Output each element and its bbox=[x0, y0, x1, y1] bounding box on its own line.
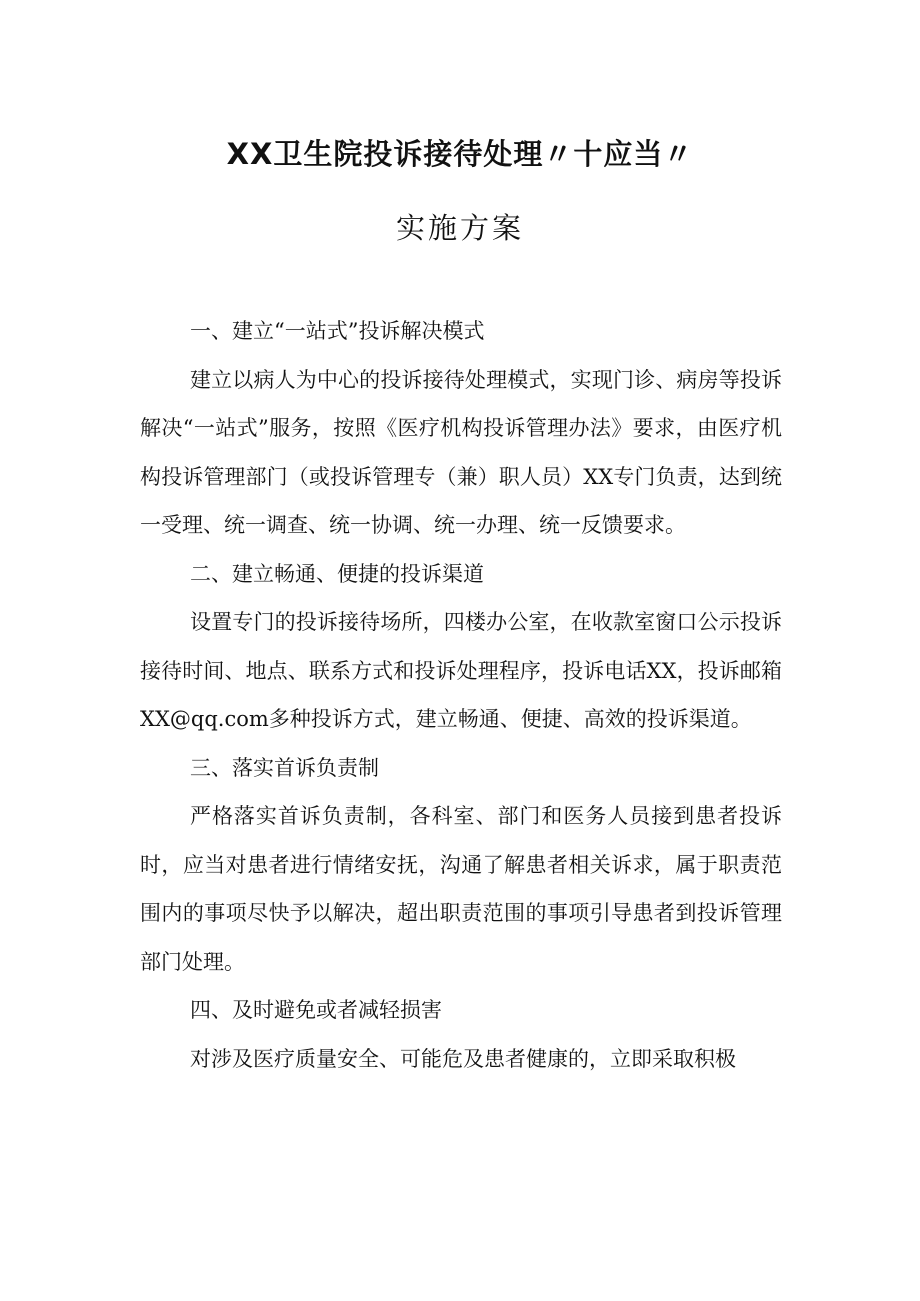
document-subtitle: 实施方案 bbox=[395, 211, 524, 245]
section-paragraph-1: 建立以病人为中心的投诉接待处理模式，实现门诊、病房等投诉解决“一站式”服务，按照《医疗机构投诉管理办法》要求，由医疗机构投诉管理部门（或投诉管理专（兼）职人员）XX专门负责，达到统一受理、统一调查、统一协调、统一办理、统一反馈要求。 bbox=[140, 367, 782, 537]
section-paragraph-2: 设置专门的投诉接待场所，四楼办公室，在收款室窗口公示投诉接待时间、地点、联系方式和投诉处理程序，投诉电话XX，投诉邮箱XX@qq.com多种投诉方式，建立畅通、便捷、高效的投诉渠道。 bbox=[140, 610, 782, 731]
document-title: XX卫生院投诉接待处理〃十应当〃 bbox=[226, 137, 694, 171]
section-heading-4: 四、及时避免或者减轻损害 bbox=[190, 998, 442, 1022]
section-heading-2: 二、建立畅通、便捷的投诉渠道 bbox=[190, 561, 484, 586]
section-heading-3: 三、落实首诉负责制 bbox=[190, 755, 379, 780]
section-paragraph-3: 严格落实首诉负责制，各科室、部门和医务人员接到患者投诉时，应当对患者进行情绪安抚，沟通了解患者相关诉求，属于职责范围内的事项尽快予以解决，超出职责范围的事项引导患者到投诉管理部门处理。 bbox=[140, 804, 782, 974]
section-heading-1: 一、建立“一站式”投诉解决模式 bbox=[190, 319, 485, 343]
document-body bbox=[140, 307, 782, 1083]
section-paragraph-4: 对涉及医疗质量安全、可能危及患者健康的，立即采取积极 bbox=[190, 1046, 736, 1071]
